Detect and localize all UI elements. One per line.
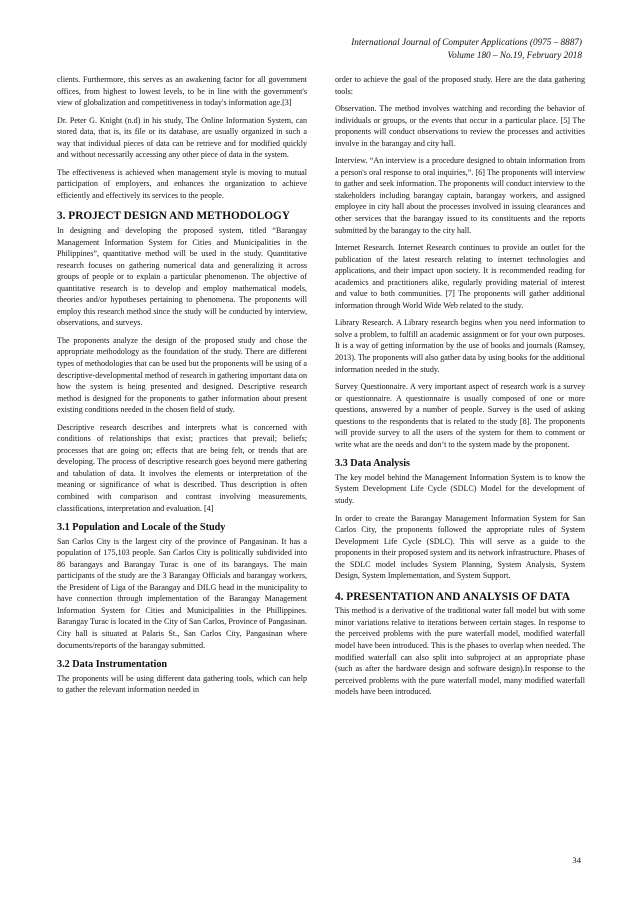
paragraph: Internet Research. Internet Research continues to provide an outlet for the publication of the latest research relating to internet technologies and applications, and their impact upon society. It is recommended reading for academics and practitioners alike, regularly providing material of interest and value to both communities. [7] The proponents will gather additional information through World Wide Web related to the study.: [335, 243, 585, 310]
paragraph: Dr. Peter G. Knight (n.d) in his study, The Online Information System, can stored data, that is, its file or its database, are usually organized in such a way that individual pieces of data can be retrieve and for modified quickly and without necessarily accessing any other piece of data in the system.: [57, 115, 307, 160]
page-number: 34: [572, 855, 581, 865]
paragraph: Descriptive research describes and interprets what is concerned with conditions of relationships that exist; practices that prevail; beliefs; processes that are going on; effects that are being felt, or trends that are developing. The process of descriptive research goes beyond mere gathering and tabulation of data. It involves the elements or interpretation of the meaning or significance of what is described. Thus description is often combined with comparison and contrast involving measurements, classifications, interpretation and evaluation. [4]: [57, 422, 307, 513]
paragraph: clients. Furthermore, this serves as an awakening factor for all government offices, from highest to lowest levels, to be in line with the government's view of globalization and competitiveness in today's information age.[3]: [57, 75, 307, 108]
paragraph: order to achieve the goal of the proposed study. Here are the data gathering tools:: [335, 75, 585, 96]
paragraph: The effectiveness is achieved when management style is moving to mutual participation of employers, and enhances the organization to achieve efficiently and effectively its services to the people.: [57, 167, 307, 200]
paragraph: Survey Questionnaire. A very important aspect of research work is a survey or questionnaire. A questionnaire is usually composed of one or more questions, answered by a number of people. Survey is the used of asking questions to the respondents that is related to the study [8]. The proponents will provide survey to all the users of the system for them to comment or write what are the needs and don’t to the system made by the proponent.: [335, 382, 585, 449]
paragraph: The key model behind the Management Information System is to know the System Development Life Cycle (SDLC) Model for the development of study.: [335, 472, 585, 505]
paragraph: Interview. “An interview is a procedure designed to obtain information from a person's oral response to oral inquiries,”. [6] The proponents will interview to gather and seek information. The proponents will conduct interview to the stakeholders including barangay captain, barangay workers, and assigned employee in city hall about the processes involved in issuing clearances and other services that the barangay issued to its constituents and the reports submitted by the barangay to the city hall.: [335, 156, 585, 235]
paragraph: The proponents will be using different data gathering tools, which can help to gather the relevant information needed in: [57, 673, 307, 695]
section-heading: 3.2 Data Instrumentation: [57, 659, 168, 671]
journal-volume: Volume 180 – No.19, February 2018: [447, 50, 582, 60]
section-heading: 3. PROJECT DESIGN AND METHODOLOGY: [57, 210, 290, 223]
journal-header: [262, 36, 582, 62]
paragraph: Library Research. A Library research begins when you need information to solve a problem, to fulfill an academic assignment or for your own purposes. It is a way of getting information by the use of books and journals (Ramsey, 2013). The proponents will also gather data by using books for the additional information needed in the study.: [335, 318, 585, 374]
left-column: [57, 74, 307, 702]
journal-title: International Journal of Computer Applications (0975 – 8887): [351, 37, 582, 47]
section-heading: 4. PRESENTATION AND ANALYSIS OF DATA: [335, 590, 570, 603]
paragraph: The proponents analyze the design of the proposed study and chose the appropriate methodology as the foundation of the study. There are different types of methodologies that can be used but the proponents will be using of a descriptive-developmental method of research in gathering important data on how the system is being presented and designed. Descriptive research method is designed for the proponents to gather information about present existing conditions needed in the chosen field of study.: [57, 335, 307, 415]
paragraph: This method is a derivative of the traditional water fall model but with some minor variations relative to iterations between certain stages. In response to the perceived problems with the pure waterfall model, modified waterfall model have been introduced. This is the phases to overlap when needed. The modified waterfall can also split into subproject at an appropriate phase (such as after the hardware design and software design).In response to the perceived problems with the pure waterfall model, many modified waterfall models have been introduced.: [335, 606, 585, 697]
section-heading: 3.3 Data Analysis: [335, 458, 411, 470]
section-heading: 3.1 Population and Locale of the Study: [57, 522, 226, 534]
paragraph: Observation. The method involves watching and recording the behavior of individuals or groups, or the events that occur in a particular place. [5] The proponents will conduct observations to review the processes and activities involve in the barangay and city hall.: [335, 104, 585, 148]
paragraph: In designing and developing the proposed system, titled “Barangay Management Information System for Cities and Municipalities in the Philippines”, quantitative method will be used in the study. Quantitative research focuses on gathering numerical data and generalizing it across groups of people or to explain a particular phenomenon. The objective of quantitative research is to develop and employ mathematical models, theories and/or hypotheses pertaining to phenomena. The proponents will employ this research method since the study will be conducted by interview, observations, and surveys.: [57, 225, 307, 328]
paragraph: San Carlos City is the largest city of the province of Pangasinan. It has a population of 175,103 people. San Carlos City is politically subdivided into 86 barangays and Barangay Turac is one of its barangays. The main participants of the study are the 3 Barangay Officials and barangay workers, the President of Liga of the Barangay and DILG head in the municipality to have connection through implementation of the Barangay Management Information System for Cities and Municipalities in the Phillippines. Barangay Turac is located in the City of San Carlos, Province of Pangasinan. City hall is situated at Palaris St., San Carlos City, Pangasinan where documents/reports of the barangay submitted.: [57, 536, 307, 650]
paragraph: In order to create the Barangay Management Information System for San Carlos City, the proponents followed the appropriate rules of System Development Life Cycle (SDLC). This will serve as a guide to the proponents in their proposed system and its network infrastructure. Phases of the SDLC model includes System Planning, System Analysis, System Design, System Implementation, and System Support.: [335, 513, 585, 581]
right-column: [335, 74, 585, 704]
